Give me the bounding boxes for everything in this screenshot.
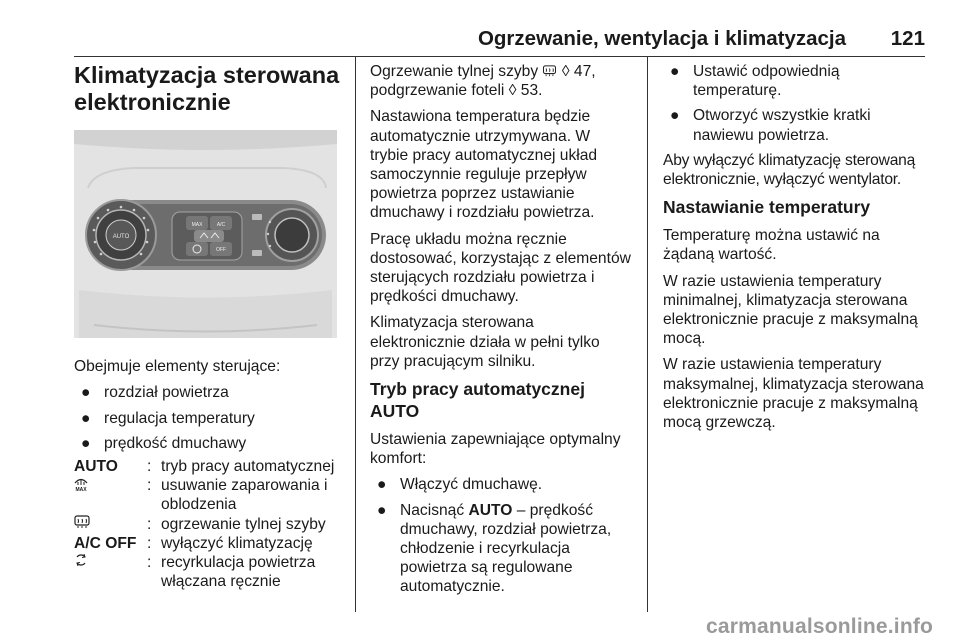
section-heading: Nastawianie temperatury: [663, 197, 871, 218]
column-right: [663, 62, 928, 439]
page-heading: Klimatyzacja sterowana elektronicznie: [74, 62, 340, 115]
bullet: ●: [377, 501, 387, 519]
control-desc: tryb pracy automatycznej: [161, 458, 335, 476]
column-divider-2: [647, 57, 648, 612]
table-row: : ogrzewanie tylnej szyby: [74, 515, 342, 534]
paragraph: [370, 62, 632, 100]
list-item: [74, 409, 342, 428]
page-number: 121: [890, 27, 925, 50]
text-run: podgrzewanie foteli: [370, 82, 505, 100]
control-desc: recyrkulacja powietrza włączana ręcznie: [161, 554, 316, 591]
steps-list: [370, 475, 632, 596]
table-row: MAX : usuwanie zaparowania i oblodzenia: [74, 476, 342, 514]
paragraph: Pracę układu można ręcznie dostosować, korzystając z elementów sterujących rozdziału powietrza i prędkości dmuchawy.: [370, 230, 631, 306]
paragraph: Ustawienia zapewniające optymalny komfort:: [370, 431, 621, 468]
control-desc: usuwanie zaparowania i oblodzenia: [161, 477, 328, 514]
table-row: AUTO : tryb pracy automatycznej: [74, 457, 342, 476]
max-defrost-icon: [74, 476, 88, 492]
table-row: A/C OFF : wyłączyć klimatyzację: [74, 534, 342, 553]
list-item-text: regulacja temperatury: [104, 409, 255, 427]
list-item-text: Nacisnąć: [400, 501, 465, 519]
bullet: ●: [81, 434, 91, 452]
running-head: [0, 27, 925, 57]
list-item: [74, 434, 342, 453]
column-divider-1: [355, 57, 356, 612]
paragraph: W razie ustawienia temperatury minimalnej, klimatyzacja sterowana elektronicznie pracuje z maksymalną mocą.: [663, 272, 918, 348]
section-heading: Tryb pracy automatycznej AUTO: [370, 379, 585, 422]
steps-list: [663, 62, 928, 145]
table-row: : recyrkulacja powietrza włączana ręcznie: [74, 553, 342, 591]
list-item: [370, 501, 632, 597]
list-item-text: Ustawić odpowiednią temperaturę.: [693, 63, 840, 100]
list-item: [74, 383, 342, 402]
rear-window-heating-icon: [74, 515, 90, 529]
reference-icon: ◊: [508, 82, 517, 100]
rear-window-heating-icon: [542, 65, 557, 77]
paragraph: Nastawiona temperatura będzie automatycznie utrzymywana. W trybie pracy automatycznej układ samoczynnie reguluje przepływ powietrza poprzez ustawianie dmuchawy i rozdziału powietrza.: [370, 108, 598, 222]
bullet: ●: [81, 409, 91, 427]
control-key: A/C OFF: [74, 534, 137, 552]
page-ref[interactable]: 47,: [573, 63, 596, 80]
paragraph: Aby wyłączyć klimatyzację sterowaną elektronicznie, wyłączyć wentylator.: [663, 151, 916, 189]
bullet: ●: [670, 63, 680, 80]
paragraph: W razie ustawienia temperatury maksymalnej, klimatyzacja sterowana elektronicznie pracuje z maksymalną mocą grzewczą.: [663, 356, 924, 432]
panel-auto-label: AUTO: [112, 234, 130, 240]
paragraph: Temperaturę można ustawić na żądaną wartość.: [663, 227, 880, 264]
control-key: AUTO: [74, 458, 118, 476]
intro-text: Obejmuje elementy sterujące:: [74, 358, 281, 376]
svg-text:MAX: MAX: [75, 487, 87, 493]
list-item: [663, 106, 928, 144]
list-item: [370, 475, 632, 494]
paragraph: Klimatyzacja sterowana elektronicznie działa w pełni tylko przy pracującym silniku.: [370, 314, 600, 370]
panel-max-label: MAX: [191, 222, 203, 228]
panel-off-label: OFF: [216, 247, 226, 253]
list-item-text: Otworzyć wszystkie kratki nawiewu powietrza.: [693, 107, 871, 144]
reference-icon: ◊: [561, 63, 570, 80]
list-item-text: prędkość dmuchawy: [104, 434, 247, 452]
list-item-text: – prędkość dmuchawy, rozdział powietrza, chłodzenie i recyrkulacja powietrza są regulowane automatycznie.: [400, 501, 612, 596]
bullet: ●: [81, 384, 91, 402]
list-item: [663, 62, 928, 100]
text-run: Ogrzewanie tylnej szyby: [370, 63, 539, 80]
panel-ac-label: A/C: [216, 222, 226, 228]
column-middle: [370, 62, 632, 603]
controls-table: [74, 457, 342, 591]
control-desc: wyłączyć klimatyzację: [161, 534, 313, 552]
control-desc: ogrzewanie tylnej szyby: [161, 515, 326, 533]
section-title: Ogrzewanie, wentylacja i klimatyzacja: [477, 27, 846, 50]
list-item-text: rozdział powietrza: [104, 384, 229, 402]
list-item-text: Włączyć dmuchawę.: [400, 476, 543, 494]
recirculation-icon: [74, 553, 88, 567]
page-ref[interactable]: 53.: [520, 82, 543, 100]
watermark: carmanualsonline.info: [706, 615, 934, 638]
bullet: ●: [670, 107, 680, 125]
control-panel-photo: [74, 130, 337, 338]
bullet: ●: [377, 476, 387, 494]
header-rule: [74, 56, 925, 57]
elements-list: [74, 383, 342, 453]
auto-key-label: AUTO: [468, 501, 513, 519]
column-left: [74, 62, 342, 591]
